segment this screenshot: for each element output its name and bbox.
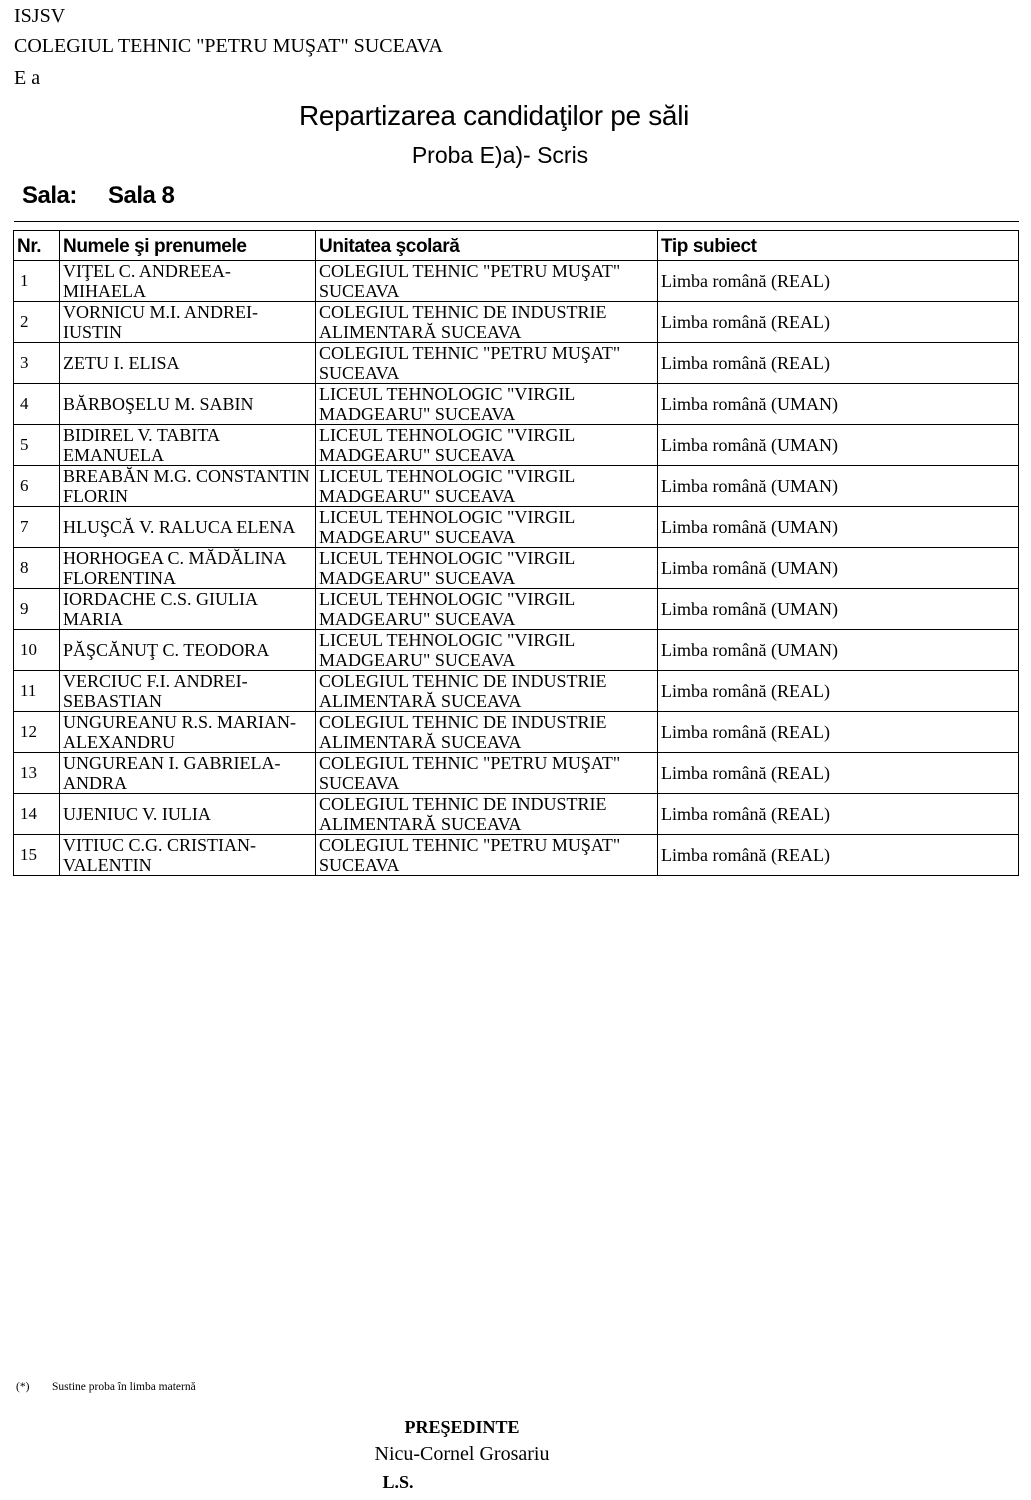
column-header-tip: Tip subiect <box>658 231 1019 261</box>
cell-name: PĂŞCĂNUŢ C. TEODORA <box>60 630 316 671</box>
column-header-name: Numele şi prenumele <box>60 231 316 261</box>
table-row <box>14 425 1019 466</box>
cell-nr: 14 <box>14 794 60 835</box>
cell-nr: 15 <box>14 835 60 876</box>
cell-name: IORDACHE C.S. GIULIA MARIA <box>60 589 316 630</box>
header-institution: ISJSV <box>14 5 66 27</box>
cell-tip: Limba română (REAL) <box>658 261 1019 302</box>
column-header-nr: Nr. <box>14 231 60 261</box>
footnote-mark: (*) <box>16 1381 30 1393</box>
table-row <box>14 384 1019 425</box>
cell-name: UJENIUC V. IULIA <box>60 794 316 835</box>
cell-name: VITIUC C.G. CRISTIAN-VALENTIN <box>60 835 316 876</box>
header-exam-code: E a <box>14 67 41 89</box>
table-row <box>14 302 1019 343</box>
cell-school: LICEUL TEHNOLOGIC "VIRGIL MADGEARU" SUCEAVA <box>316 425 658 466</box>
cell-tip: Limba română (REAL) <box>658 671 1019 712</box>
cell-school: LICEUL TEHNOLOGIC "VIRGIL MADGEARU" SUCEAVA <box>316 589 658 630</box>
cell-tip: Limba română (UMAN) <box>658 630 1019 671</box>
cell-tip: Limba română (UMAN) <box>658 548 1019 589</box>
cell-name: UNGUREANU R.S. MARIAN-ALEXANDRU <box>60 712 316 753</box>
table-header-row <box>14 231 1019 261</box>
cell-tip: Limba română (UMAN) <box>658 425 1019 466</box>
candidates-table <box>13 230 1019 876</box>
table-row <box>14 261 1019 302</box>
cell-name: VORNICU M.I. ANDREI-IUSTIN <box>60 302 316 343</box>
cell-school: COLEGIUL TEHNIC "PETRU MUŞAT" SUCEAVA <box>316 261 658 302</box>
cell-name: BĂRBOŞELU M. SABIN <box>60 384 316 425</box>
header-school: COLEGIUL TEHNIC "PETRU MUŞAT" SUCEAVA <box>14 35 443 57</box>
cell-nr: 4 <box>14 384 60 425</box>
cell-nr: 5 <box>14 425 60 466</box>
cell-tip: Limba română (UMAN) <box>658 466 1019 507</box>
cell-nr: 7 <box>14 507 60 548</box>
cell-school: LICEUL TEHNOLOGIC "VIRGIL MADGEARU" SUCEAVA <box>316 466 658 507</box>
cell-tip: Limba română (UMAN) <box>658 384 1019 425</box>
page-subtitle: Proba E)a)- Scris <box>411 142 589 168</box>
cell-school: COLEGIUL TEHNIC "PETRU MUŞAT" SUCEAVA <box>316 753 658 794</box>
cell-school: LICEUL TEHNOLOGIC "VIRGIL MADGEARU" SUCEAVA <box>316 548 658 589</box>
cell-school: COLEGIUL TEHNIC "PETRU MUŞAT" SUCEAVA <box>316 343 658 384</box>
cell-school: COLEGIUL TEHNIC DE INDUSTRIE ALIMENTARĂ SUCEAVA <box>316 671 658 712</box>
table-row <box>14 794 1019 835</box>
cell-name: VERCIUC F.I. ANDREI-SEBASTIAN <box>60 671 316 712</box>
cell-school: LICEUL TEHNOLOGIC "VIRGIL MADGEARU" SUCEAVA <box>316 630 658 671</box>
sala-label: Sala: <box>22 182 77 209</box>
cell-nr: 13 <box>14 753 60 794</box>
page-title: Repartizarea candidaţilor pe săli <box>298 100 690 131</box>
cell-nr: 6 <box>14 466 60 507</box>
table-row <box>14 589 1019 630</box>
cell-tip: Limba română (REAL) <box>658 343 1019 384</box>
cell-tip: Limba română (REAL) <box>658 794 1019 835</box>
cell-tip: Limba română (UMAN) <box>658 507 1019 548</box>
cell-school: COLEGIUL TEHNIC DE INDUSTRIE ALIMENTARĂ SUCEAVA <box>316 712 658 753</box>
cell-tip: Limba română (UMAN) <box>658 589 1019 630</box>
cell-school: LICEUL TEHNOLOGIC "VIRGIL MADGEARU" SUCEAVA <box>316 384 658 425</box>
cell-school: COLEGIUL TEHNIC DE INDUSTRIE ALIMENTARĂ SUCEAVA <box>316 794 658 835</box>
cell-nr: 10 <box>14 630 60 671</box>
table-row <box>14 835 1019 876</box>
table-row <box>14 466 1019 507</box>
cell-tip: Limba română (REAL) <box>658 753 1019 794</box>
cell-nr: 8 <box>14 548 60 589</box>
cell-nr: 12 <box>14 712 60 753</box>
column-header-school: Unitatea şcolară <box>316 231 658 261</box>
cell-tip: Limba română (REAL) <box>658 835 1019 876</box>
cell-nr: 2 <box>14 302 60 343</box>
table-row <box>14 671 1019 712</box>
cell-name: ZETU I. ELISA <box>60 343 316 384</box>
table-row <box>14 712 1019 753</box>
table-row <box>14 548 1019 589</box>
table-row <box>14 753 1019 794</box>
cell-name: UNGUREAN I. GABRIELA-ANDRA <box>60 753 316 794</box>
sala-value: Sala 8 <box>108 182 175 209</box>
cell-name: HLUŞCĂ V. RALUCA ELENA <box>60 507 316 548</box>
header-divider <box>14 221 1019 222</box>
cell-school: COLEGIUL TEHNIC "PETRU MUŞAT" SUCEAVA <box>316 835 658 876</box>
cell-name: VIŢEL C. ANDREEA-MIHAELA <box>60 261 316 302</box>
cell-school: COLEGIUL TEHNIC DE INDUSTRIE ALIMENTARĂ SUCEAVA <box>316 302 658 343</box>
table-row <box>14 343 1019 384</box>
cell-name: BREABĂN M.G. CONSTANTIN FLORIN <box>60 466 316 507</box>
table-row <box>14 507 1019 548</box>
cell-school: LICEUL TEHNOLOGIC "VIRGIL MADGEARU" SUCEAVA <box>316 507 658 548</box>
cell-nr: 1 <box>14 261 60 302</box>
cell-nr: 9 <box>14 589 60 630</box>
signature-seal-label: L.S. <box>382 1472 414 1492</box>
footnote-text: Sustine proba în limba maternă <box>52 1381 196 1393</box>
cell-name: HORHOGEA C. MĂDĂLINA FLORENTINA <box>60 548 316 589</box>
table-row <box>14 630 1019 671</box>
cell-nr: 3 <box>14 343 60 384</box>
cell-name: BIDIREL V. TABITA EMANUELA <box>60 425 316 466</box>
cell-nr: 11 <box>14 671 60 712</box>
signature-role: PREŞEDINTE <box>404 1417 520 1437</box>
cell-tip: Limba română (REAL) <box>658 302 1019 343</box>
signature-name: Nicu-Cornel Grosariu <box>374 1443 550 1465</box>
cell-tip: Limba română (REAL) <box>658 712 1019 753</box>
